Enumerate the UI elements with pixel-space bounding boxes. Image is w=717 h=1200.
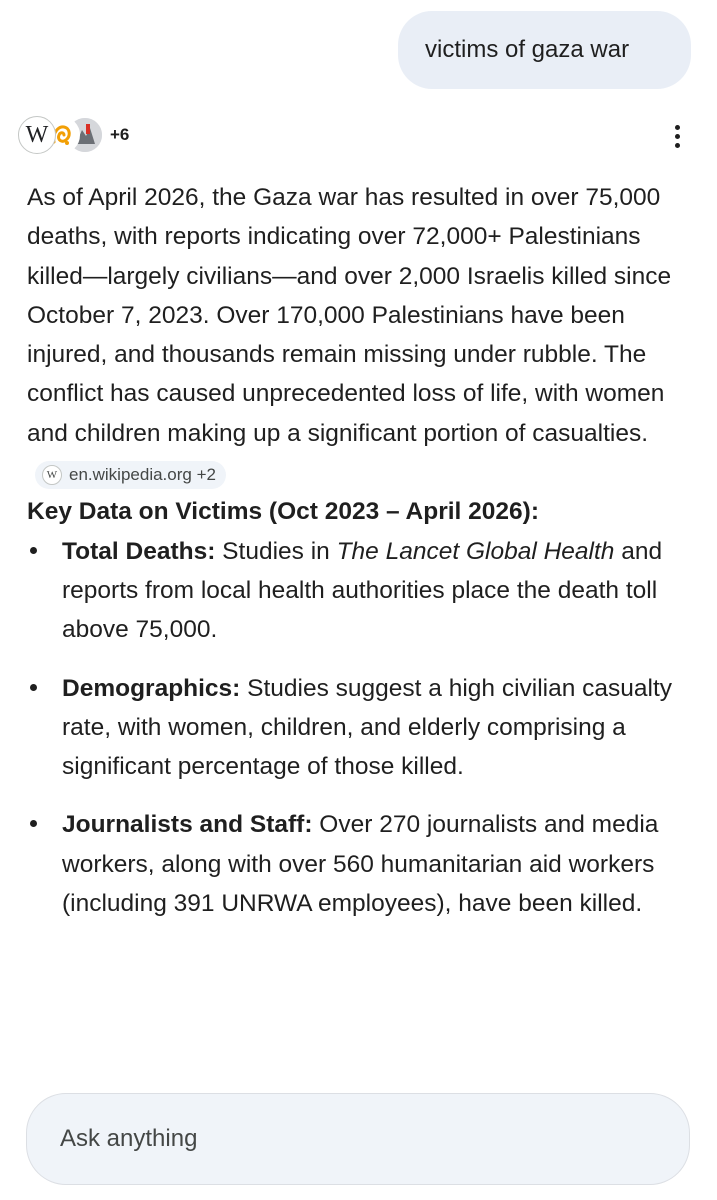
citation-label: en.wikipedia.org +2 (69, 465, 216, 485)
wikipedia-small-icon: W (42, 465, 62, 485)
list-item-text: Studies suggest a high civilian casualty rate, with women, children, and elderly comprising a significant percentage of those killed. (62, 674, 673, 781)
user-query-text: victims of gaza war (425, 36, 630, 63)
bullet-icon (30, 684, 37, 691)
list-item-title: Total Deaths: (62, 537, 216, 565)
bullet-icon (30, 820, 37, 827)
list-item (27, 805, 693, 923)
answer-intro (27, 178, 693, 492)
section-heading: Key Data on Victims (Oct 2023 – April 2026): (27, 498, 539, 526)
answer-intro-text: As of April 2026, the Gaza war has resulted in over 75,000 deaths, with reports indicating over 72,000+ Palestinians killed—largely civilians—and over 2,000 Israelis killed since October 7, 2023. Over 170,000 Palestinians have been injured, and thousands remain missing under rubble. The conflict has caused unprecedented loss of life, with women and children making up a significant portion of casualties. (27, 184, 672, 447)
user-query-bubble (398, 11, 691, 89)
list-item (27, 532, 693, 650)
list-item-title: Demographics: (62, 674, 241, 702)
answer-body (27, 178, 693, 942)
wikipedia-glyph: W (25, 121, 49, 148)
more-sources-count[interactable]: +6 (110, 125, 130, 144)
more-options-icon[interactable] (665, 120, 689, 152)
list-item (27, 669, 693, 787)
bullet-icon (30, 547, 37, 554)
list-item-text: Studies in (215, 537, 337, 565)
list-item-title: Journalists and Staff: (62, 811, 313, 839)
ask-input-placeholder: Ask anything (60, 1125, 198, 1152)
list-item-italic: The Lancet Global Health (336, 537, 615, 565)
sources-row[interactable] (18, 113, 129, 157)
citation-chip[interactable] (35, 461, 226, 489)
wikipedia-icon[interactable] (18, 116, 56, 154)
ask-input[interactable] (26, 1093, 690, 1185)
list-item-text: and reports from local health authorities place the death toll above 75,000. (62, 537, 663, 644)
victims-fact-list (27, 532, 693, 924)
list-item-text: Over 270 journalists and media workers, along with over 560 humanitarian aid workers (including 391 UNRWA employees), have been killed. (62, 811, 659, 918)
